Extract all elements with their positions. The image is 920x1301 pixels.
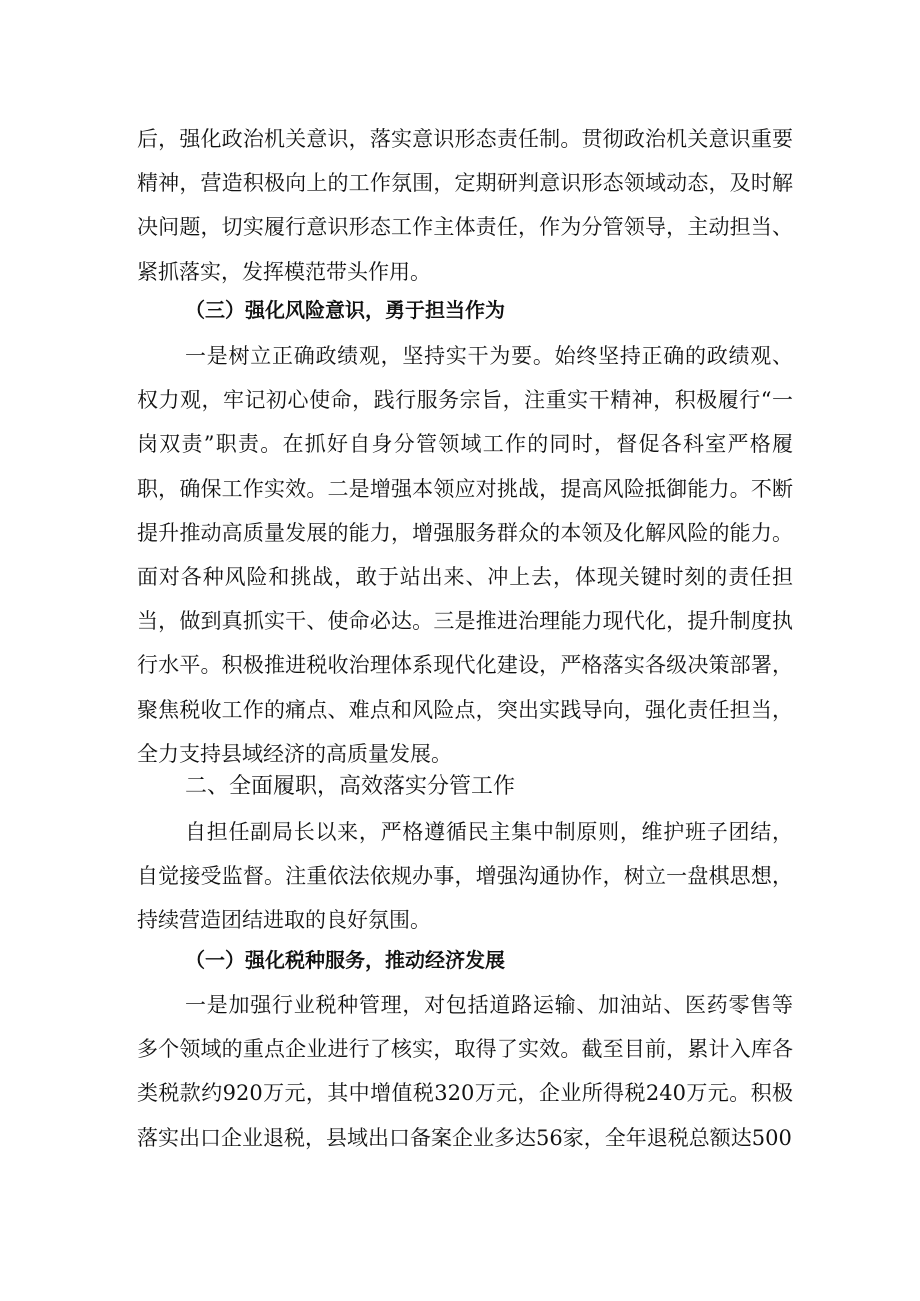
paragraph-risk-awareness: 一是树立正确政绩观，坚持实干为要。始终坚持正确的政绩观、权力观，牢记初心使命，践行服务宗旨，注重实干精神，积极履行“一岗双责”职责。在抓好自身分管领域工作的同时，督促各科室严格履职，确保工作实效。二是增强本领应对挑战，提高风险抵御能力。不断提升推动高质量发展的能力，增强服务群众的本领及化解风险的能力。面对各种风险和挑战，敢于站出来、冲上去，体现关键时刻的责任担当，做到真抓实干、使命必达。三是推进治理能力现代化，提升制度执行水平。积极推进税收治理体系现代化建设，严格落实各级决策部署，聚焦税收工作的痛点、难点和风险点，突出实践导向，强化责任担当，全力支持县域经济的高质量发展。	[137, 344, 793, 766]
section-heading-duties: 二、全面履职，高效落实分管工作	[185, 774, 516, 799]
paragraph-political-awareness: 后，强化政治机关意识，落实意识形态责任制。贯彻政治机关意识重要精神，营造积极向上的工作氛围，定期研判意识形态领域动态，及时解决问题，切实履行意识形态工作主体责任，作为分管领导，主动担当、紧抓落实，发挥模范带头作用。	[137, 127, 793, 284]
paragraph-tax-service: 一是加强行业税种管理，对包括道路运输、加油站、医药零售等多个领域的重点企业进行了核实，取得了实效。截至目前，累计入库各类税款约920万元，其中增值税320万元，企业所得税240万元。积极落实出口企业退税，县域出口备案企业多达56家，全年退税总额达500	[137, 993, 793, 1150]
paragraph-duties-intro: 自担任副局长以来，严格遵循民主集中制原则，维护班子团结，自觉接受监督。注重依法依规办事，增强沟通协作，树立一盘棋思想，持续营造团结进取的良好氛围。	[137, 820, 793, 933]
subheading-risk-awareness: （三）强化风险意识，勇于担当作为	[185, 298, 505, 322]
subheading-tax-service: （一）强化税种服务，推动经济发展	[185, 948, 505, 972]
